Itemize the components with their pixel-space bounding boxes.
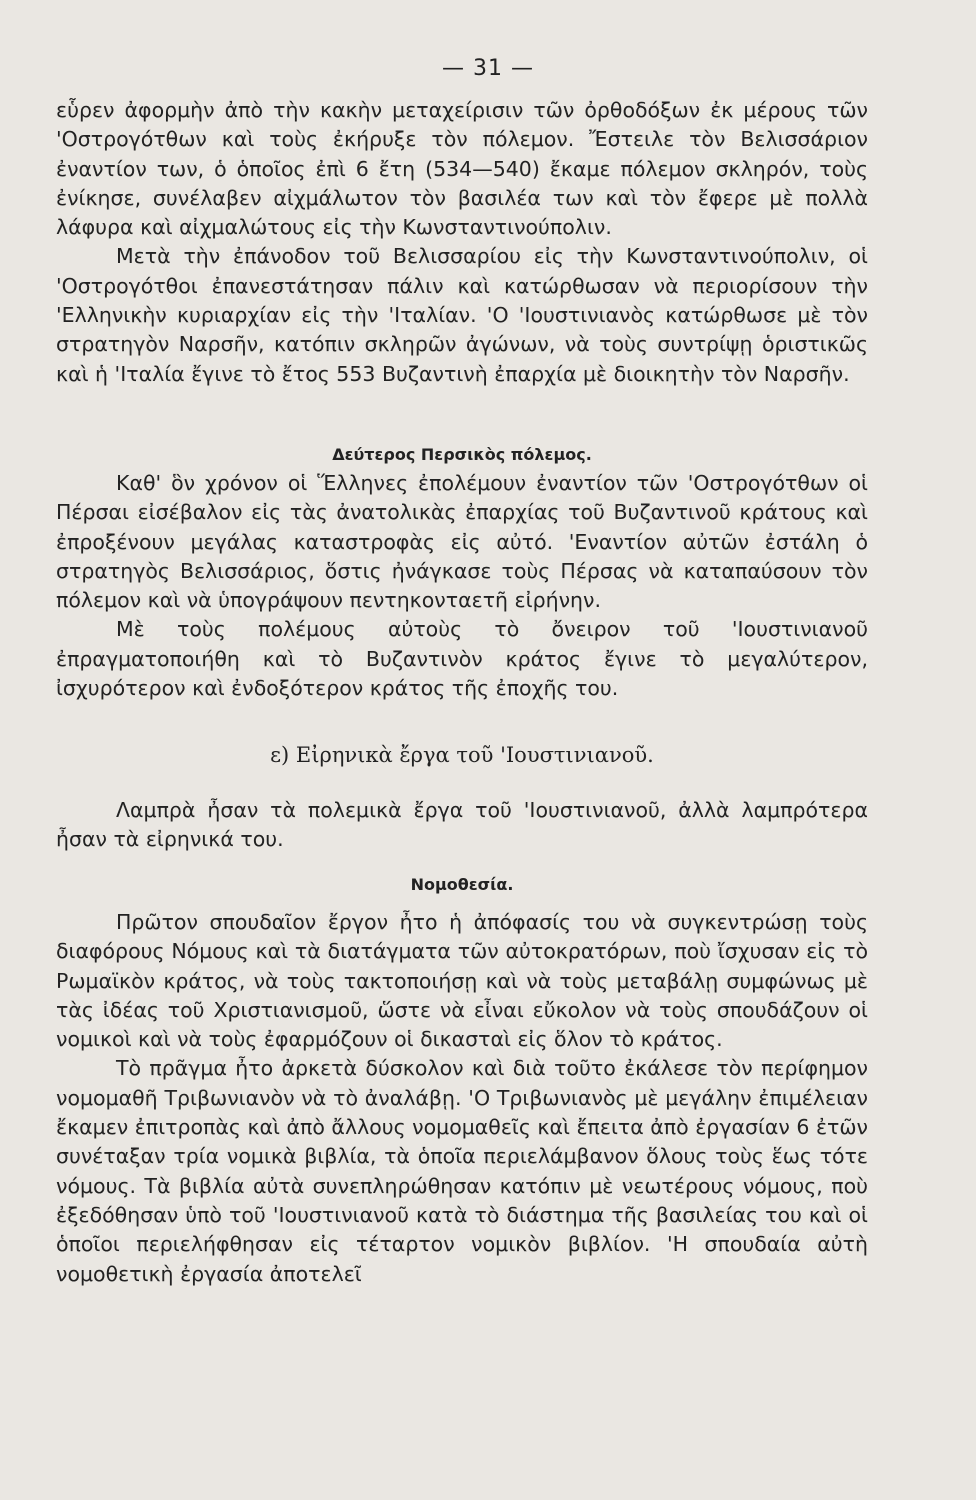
page-number: — 31 — (442, 56, 534, 81)
persian-war-paragraph: Καθ' ὃν χρόνον οἱ Ἕλληνες ἐπολέμουν ἐναντίον τῶν 'Οστρογότθων οἱ Πέρσαι εἰσέβαλον εἰς τὰς ἀνατολικὰς ἐπαρχίας τοῦ Βυζαντινοῦ κράτους καὶ ἐπροξένουν μεγάλας καταστροφὰς εἰς αὐτό. 'Εναντίον αὐτῶν ἐστάλη ὁ στρατηγὸς Βελισσάριος, ὅστις ἠνάγκασε τοὺς Πέρσας νὰ καταπαύσουν τὸν πόλεμον καὶ νὰ ὑπογράψουν πεντηκονταετῆ εἰρήνην. (56, 471, 868, 613)
legislation-paragraph-1: Πρῶτον σπουδαῖον ἔργον ἦτο ἡ ἀπόφασίς του νὰ συγκεντρώσῃ τοὺς διαφόρους Νόμους καὶ τὰ διατάγματα τῶν αὐτοκρατόρων, ποὺ ἴσχυσαν εἰς τὸ Ρωμαϊκὸν κράτος, νὰ τοὺς τακτοποιήσῃ καὶ νὰ τοὺς μεταβάλῃ συμφώνως μὲ τὰς ἰδέας τοῦ Χριστιανισμοῦ, ὥστε νὰ εἶναι εὔκολον νὰ τοὺς σπουδάζουν οἱ νομικοὶ καὶ νὰ τοὺς ἐφαρμόζουν οἱ δικασταὶ εἰς ὅλον τὸ κράτος. (56, 910, 868, 1052)
intro-paragraph: εὗρεν ἀφορμὴν ἀπὸ τὴν κακὴν μεταχείρισιν τῶν ὀρθοδόξων ἐκ μέρους τῶν 'Οστρογότθων καὶ τοὺς ἐκήρυξε τὸν πόλεμον. Ἔστειλε τὸν Βελισσάριον ἐναντίον των, ὁ ὁποῖος ἐπὶ 6 ἔτη (534—540) ἔκαμε πόλεμον σκληρόν, τοὺς ἐνίκησε, συνέλαβεν αἰχμάλωτον τὸν βασιλέα των καὶ τὸν ἔφερε μὲ πολλὰ λάφυρα καὶ αἰχμαλώτους εἰς τὴν Κωνσταντινούπολιν. (56, 98, 868, 240)
legislation-heading: Νομοθεσία. (410, 875, 514, 894)
persian-war-section (56, 440, 868, 703)
peaceful-works-paragraph: Λαμπρὰ ἦσαν τὰ πολεμικὰ ἔργα τοῦ 'Ιουστινιανοῦ, ἀλλὰ λαμπρότερα ἦσαν τὰ εἰρηνικά του. (56, 798, 868, 852)
peaceful-works-section (56, 740, 868, 770)
wars-summary-paragraph: Μὲ τοὺς πολέμους αὐτοὺς τὸ ὄνειρον τοῦ 'Ιουστινιανοῦ ἐπραγματοποιήθη καὶ τὸ Βυζαντινὸν κράτος ἔγινε τὸ μεγαλύτερον, ἰσχυρότερον καὶ ἐνδοξότερον κράτος τῆς ἐποχῆς του. (56, 617, 868, 701)
persian-war-heading: Δεύτερος Περσικὸς πόλεμος. (332, 445, 592, 464)
peaceful-works-body (56, 796, 868, 855)
legislation-paragraph-2: Τὸ πρᾶγμα ἦτο ἀρκετὰ δύσκολον καὶ διὰ τοῦτο ἐκάλεσε τὸν περίφημον νομομαθῆ Τριβωνιανὸν νὰ τὸ ἀναλάβῃ. 'Ο Τριβωνιανὸς μὲ μεγάλην ἐπιμέλειαν ἔκαμεν ἐπιτροπὰς καὶ ἀπὸ ἄλλους νομομαθεῖς καὶ ἔπειτα ἀπὸ ἐργασίαν 6 ἐτῶν συνέταξαν τρία νομικὰ βιβλία, τὰ ὁποῖα περιελάμβανον ὅλους τοὺς ἕως τότε νόμους. Τὰ βιβλία αὐτὰ συνεπληρώθησαν κατόπιν μὲ νεωτέρους νόμους, ποὺ ἐξεδόθησαν ὑπὸ τοῦ 'Ιουστινιανοῦ κατὰ τὸ διάστημα τῆς βασιλείας του καὶ οἱ ὁποῖοι περιελήφθησαν εἰς τέταρτον νομικὸν βιβλίον. 'Η σπουδαία αὐτὴ νομοθετικὴ ἐργασία ἀποτελεῖ (56, 1056, 868, 1286)
peaceful-works-heading: ε) Εἰρηνικὰ ἔργα τοῦ 'Ιουστινιανοῦ. (270, 743, 654, 767)
intro-block (56, 96, 868, 389)
ostrogoths-paragraph: Μετὰ τὴν ἐπάνοδον τοῦ Βελισσαρίου εἰς τὴν Κωνσταντινούπολιν, οἱ 'Οστρογότθοι ἐπανεστάτησαν πάλιν καὶ κατώρθωσαν νὰ περιορίσουν τὴν 'Ελληνικὴν κυριαρχίαν εἰς τὴν 'Ιταλίαν. 'Ο 'Ιουστινιανὸς κατώρθωσε μὲ τὸν στρατηγὸν Ναρσῆν, κατόπιν σκληρῶν ἀγώνων, νὰ τοὺς συντρίψῃ ὁριστικῶς καὶ ἡ 'Ιταλία ἔγινε τὸ ἔτος 553 Βυζαντινὴ ἐπαρχία μὲ διοικητὴν τὸν Ναρσῆν. (56, 244, 868, 386)
legislation-section (56, 870, 868, 899)
legislation-body (56, 908, 868, 1289)
